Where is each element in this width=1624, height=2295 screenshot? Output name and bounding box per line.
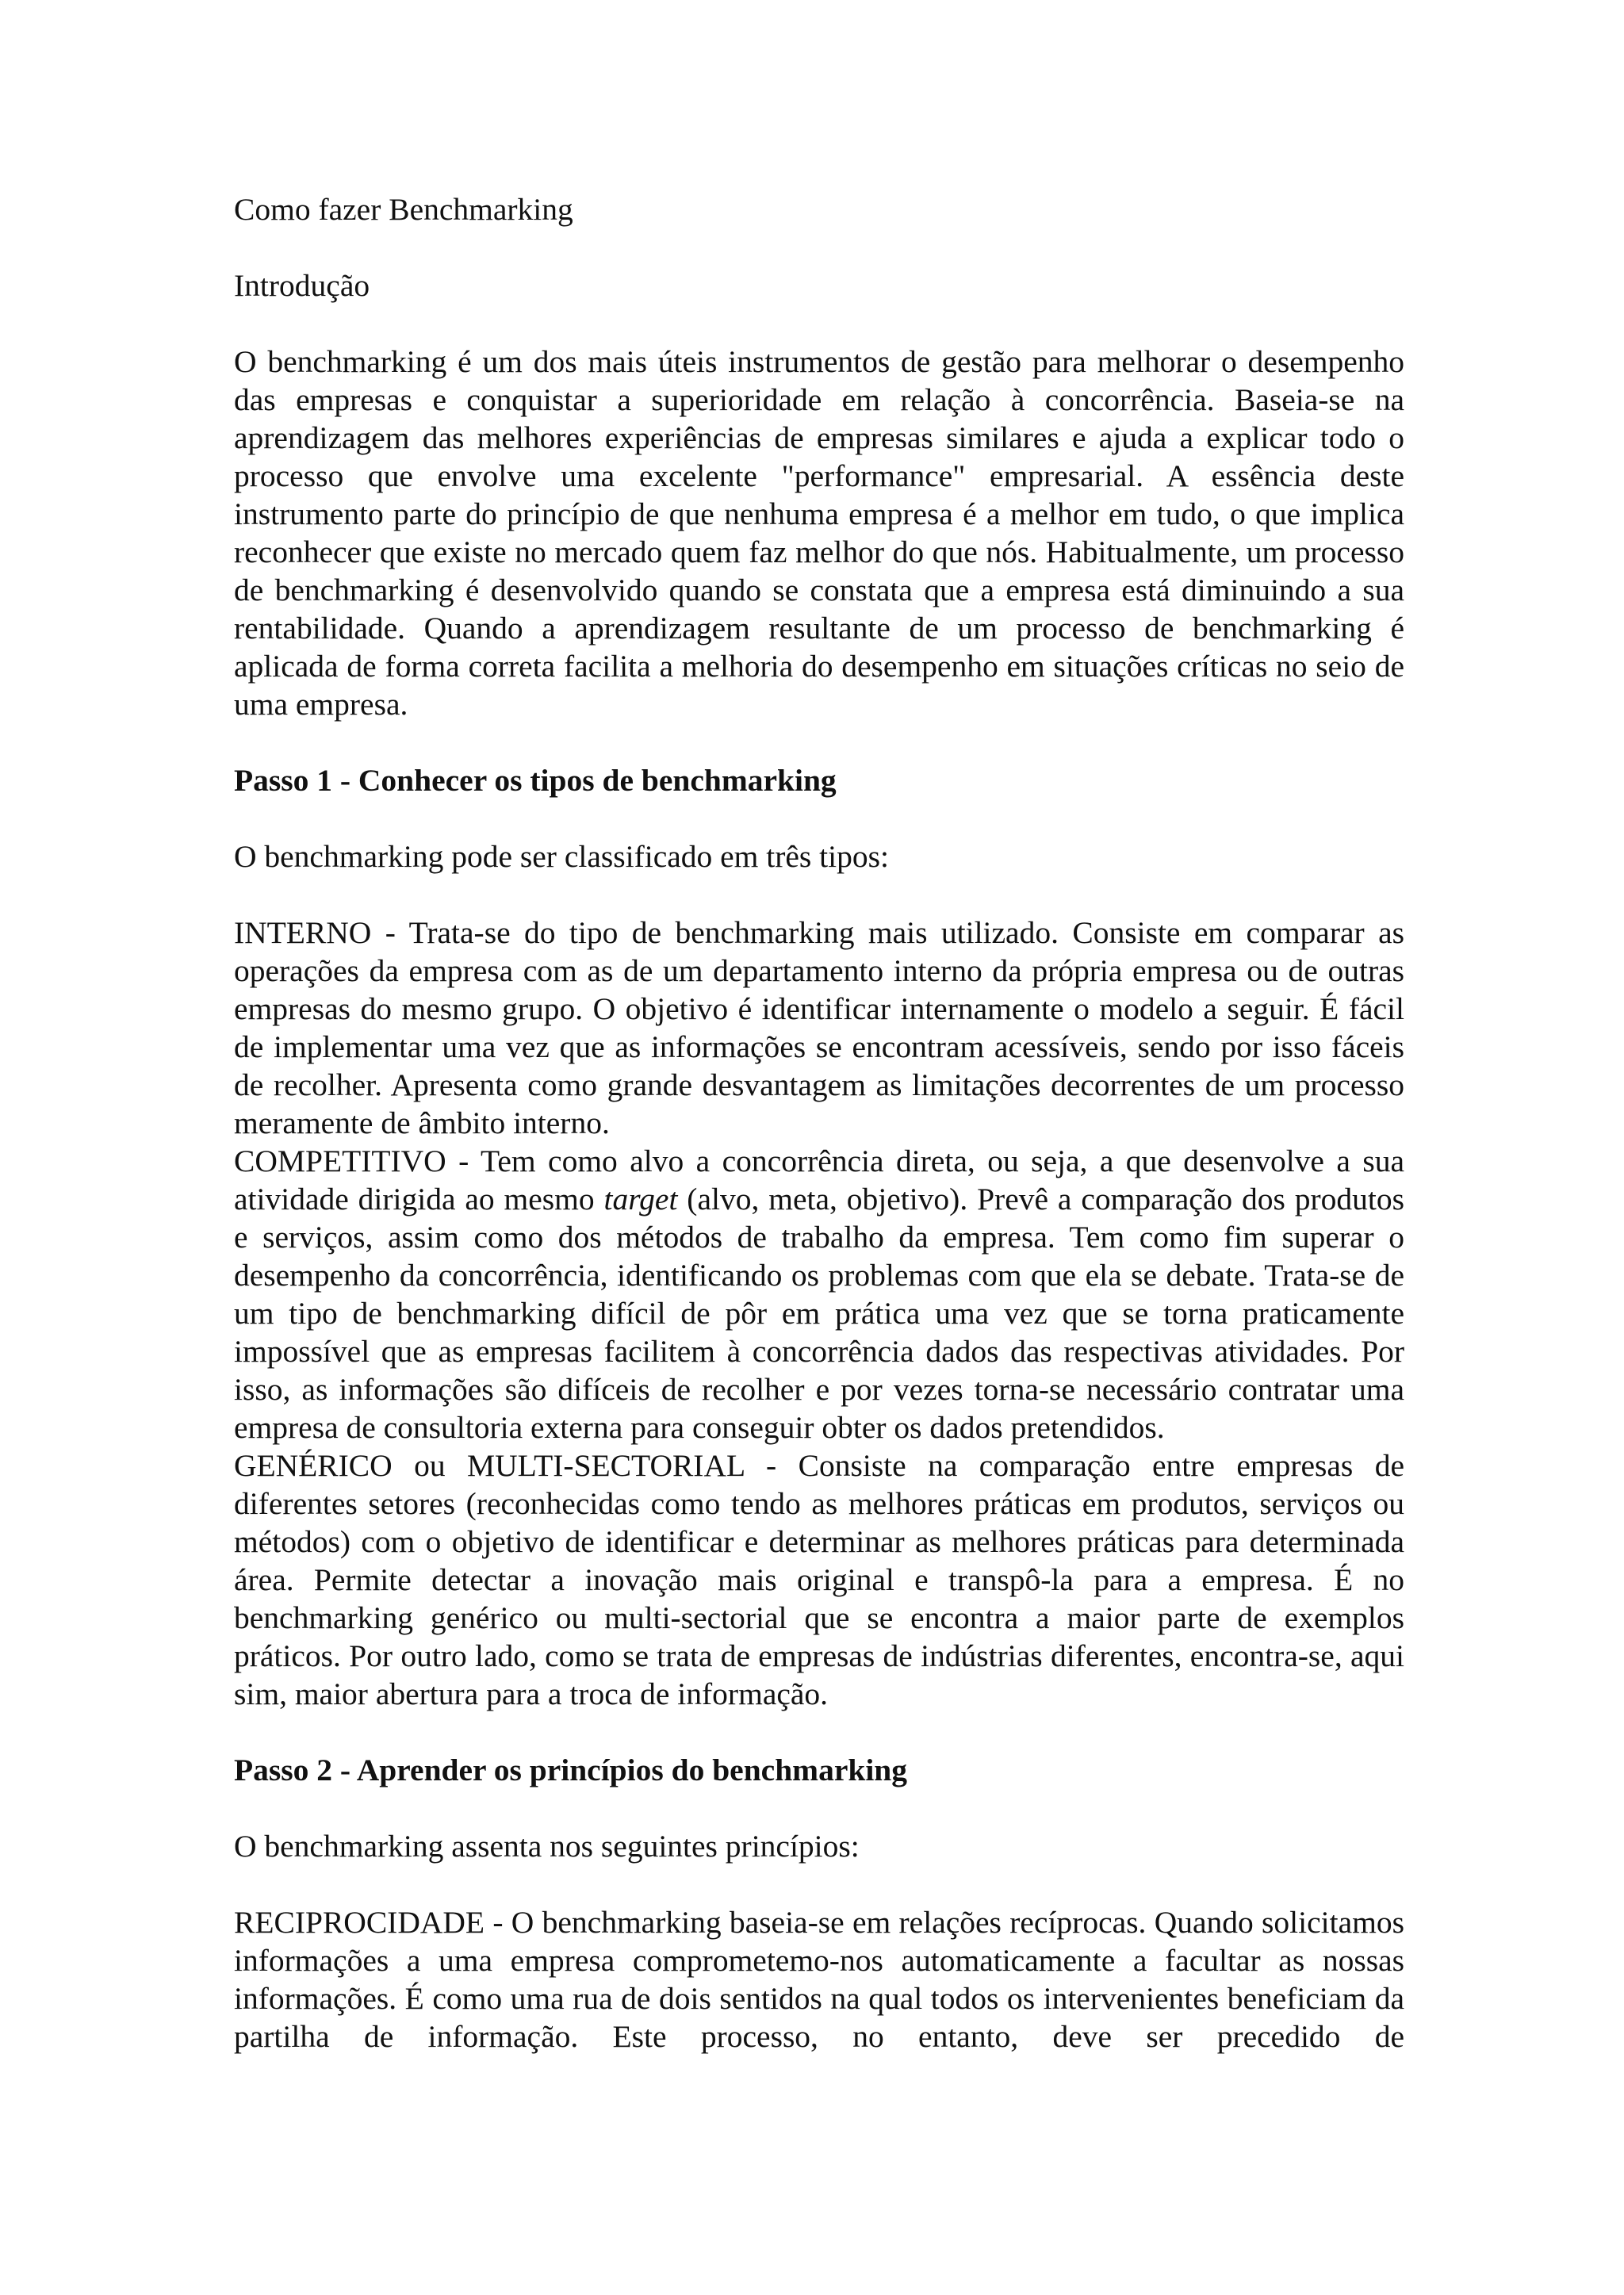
competitivo-text-part2: (alvo, meta, objetivo). Prevê a comparação dos produtos e serviços, assim como dos métodos de trabalho da empresa. Tem como fim superar o desempenho da concorrência, identificando os problemas com que ela se debate. Trata-se de um tipo de benchmarking difícil de pôr em prática uma vez que se torna praticamente impossível que as empresas facilitem à concorrência dados das respectivas atividades. Por isso, as informações são difíceis de recolher e por vezes torna-se necessário contratar uma empresa de consultoria externa para conseguir obter os dados pretendidos.	[234, 1182, 1404, 1445]
step2-heading: Passo 2 - Aprender os princípios do benchmarking	[234, 1753, 908, 1787]
document-body	[234, 190, 1404, 2056]
step1-interno-paragraph: INTERNO - Trata-se do tipo de benchmarking mais utilizado. Consiste em comparar as operações da empresa com as de um departamento interno da própria empresa ou de outras empresas do mesmo grupo. O objetivo é identificar internamente o modelo a seguir. É fácil de implementar uma vez que as informações se encontram acessíveis, sendo por isso fáceis de recolher. Apresenta como grande desvantagem as limitações decorrentes de um processo meramente de âmbito interno.	[234, 915, 1404, 1140]
step1-competitivo-paragraph	[234, 1142, 1404, 1446]
competitivo-target-italic: target	[603, 1182, 678, 1216]
competitivo-text-part1: COMPETITIVO - Tem como alvo a concorrência direta, ou seja, a que desenvolve a sua atividade dirigida ao mesmo	[234, 1144, 1404, 1216]
step2-reciprocidade-paragraph: RECIPROCIDADE - O benchmarking baseia-se em relações recíprocas. Quando solicitamos informações a uma empresa comprometemo-nos automaticamente a facultar as nossas informações. É como uma rua de dois sentidos na qual todos os intervenientes beneficiam da partilha de informação. Este processo, no entanto, deve ser precedido de	[234, 1905, 1404, 2054]
document-title: Como fazer Benchmarking	[234, 192, 573, 227]
step1-generico-paragraph: GENÉRICO ou MULTI-SECTORIAL - Consiste na comparação entre empresas de diferentes setores (reconhecidas como tendo as melhores práticas em produtos, serviços ou métodos) com o objetivo de identificar e determinar as melhores práticas para determinada área. Permite detectar a inovação mais original e transpô-la para a empresa. É no benchmarking genérico ou multi-sectorial que se encontra a maior parte de exemplos práticos. Por outro lado, como se trata de empresas de indústrias diferentes, encontra-se, aqui sim, maior abertura para a troca de informação.	[234, 1448, 1404, 1711]
step1-heading: Passo 1 - Conhecer os tipos de benchmarking	[234, 763, 837, 798]
step2-lead: O benchmarking assenta nos seguintes princípios:	[234, 1829, 860, 1864]
step1-lead: O benchmarking pode ser classificado em três tipos:	[234, 839, 889, 874]
intro-heading: Introdução	[234, 268, 370, 303]
intro-paragraph: O benchmarking é um dos mais úteis instrumentos de gestão para melhorar o desempenho das empresas e conquistar a superioridade em relação à concorrência. Baseia-se na aprendizagem das melhores experiências de empresas similares e ajuda a explicar todo o processo que envolve uma excelente "performance" empresarial. A essência deste instrumento parte do princípio de que nenhuma empresa é a melhor em tudo, o que implica reconhecer que existe no mercado quem faz melhor do que nós. Habitualmente, um processo de benchmarking é desenvolvido quando se constata que a empresa está diminuindo a sua rentabilidade. Quando a aprendizagem resultante de um processo de benchmarking é aplicada de forma correta facilita a melhoria do desempenho em situações críticas no seio de uma empresa.	[234, 344, 1404, 722]
